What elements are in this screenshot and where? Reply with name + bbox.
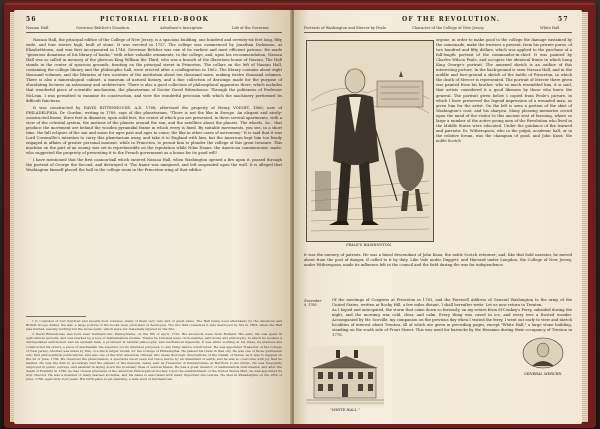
left-page [14, 10, 292, 424]
figure3-caption: GENERAL MERCER. [523, 372, 563, 376]
left-running-title: PICTORIAL FIELD-BOOK [100, 16, 210, 23]
paragraph: it was the nursery of patriots. He was a lineal descendant of John Knox, the noble Scotch reformer; and, like that bold narrator, he moved about from the post of danger, if called to it by duty. Like Vale under Daggett, and Harvard under Langdon, the College of New Jersey, under Witherspoon, made its influence felt in the council and the field during the war for independence. [304, 253, 572, 268]
right-subhead-2: Character of the College of New Jersey. [412, 26, 485, 30]
figure-white-hall [306, 346, 384, 406]
right-running-title: OF THE REVOLUTION. [402, 16, 501, 23]
left-header-rule [26, 32, 282, 33]
right-subhead-1: Portraits of Washington and Mercer by Peale. [304, 26, 388, 30]
right-mid-text [304, 253, 572, 293]
mercer-portrait-engraving [520, 336, 566, 370]
right-page [294, 10, 582, 424]
left-subhead-4: Life of the Governor. [232, 26, 270, 30]
right-header-rule [304, 32, 572, 33]
paragraph: Of the meetings of Congress at Princeton in 1783, and the Farewell Address of General Washington to the army of the United States, written at Rocky Hill, a few miles distant, I shall hereafter write. Let us now return to Trenton. As I hoped and anticipated, the storm that came down so furiously, on my return from M'Conkey's Ferry, subsided during the night, and the morning was cold, clear, and calm. Every thing was cased in ice, and every tree a frosted wonder. Accompanied by Mr. Scoville, my companion on the previous day when I visited the ferry, I went out early to view and sketch localities of interest about Trenton, all of which are given in preceding pages, except "White Hall," a large stone building, standing on the south side of Front Street. This was used for barracks by the Hessians during their occupancy of Trenton in 1776. [332, 298, 572, 338]
figure2-caption: "WHITE HALL." [330, 408, 360, 412]
left-subhead-3: Arbuthnot's Inscription. [160, 26, 204, 30]
left-body-text [26, 38, 282, 312]
paragraph: Nassau Hall, the principal edifice of the College of New Jersey, is a spacious building, one hundred and seventy-six feet long, fifty wide, and four stories high, built of stone. It was erected in 1757. The college was commenced by Jonathan Dickinson, at Elizabethtown, and was first incorporated in 1746. Governor Belcher was one of its earliest and most efficient patrons. He made "generous donations of his library of books," with other valuable ornaments, to the college; and, upon his recommendation, Nassau Hall was so called in memory of the glorious King William the Third, who was a branch of the illustrious house of Nassau. The Hall stands in the center of spacious grounds, fronting on the principal street in Princeton. The cellars on the left of Nassau Hall, containing the college library and the philosophic hall, were erected after a conflagration in 1802. The library contains about eight thousand volumes, and the libraries of two societies of the institution about ten thousand more, making twelve thousand volumes. There is also a mineralogical cabinet, a museum of natural history, and a fine collection of drawings made for the purpose of elucidating lectures on astronomy and architecture. There is also a good collection of philosophical apparatus there, which includes that wonderful piece of scientific mechanism, the planetarium of Doctor David Rittenhouse. Through the politeness of Professor McLean, I was permitted to examine its construction, and view the wonderful precision with which the machinery performed its difficult functions. [26, 38, 282, 103]
left-subhead-2: Governor Belcher's Donation. [76, 26, 131, 30]
right-subhead-3: White Hall. [540, 26, 561, 30]
figure-general-mercer [520, 336, 566, 370]
footnote: 2 David Rittenhouse was born near Germantown, Pennsylvania, on the 8th of April, 1732. His ancestors were from Holland. His early life was spent in agricultural pursuits, and was marked by a love of mathematical studies. Trades he followed were clock-making, astronomy and philosophy, in which he became a distinguished astronomer and an eminent man, a proficient in natural philosophy; and mechanical ingenuity. It was while working at his trade, he planned and constructed his orrery, a piece of mechanism the superior, for its intended purposes, to any thing before constructed. He was appointed Treasurer of the College of New Jersey. Another was made by him, of a much larger model, for the College of Philadelphia. He passed his trade in that city. He was one of those gentlemen who first philosophical publications; and was one of the first American citizens who made thorough observations of the transit of Venus, as it was to happen on the 3d of June, 1769. He observed the phenomenon, a spectacle never seen but twice before by an inhabitant of earth, and he was so overcome with joy that he fainted. He was the first to accurately find the planets of the heavens, being sent as Treasurer of Pennsylvania; at Hartford to his duties. He was frequently employed in public surveys, and assisted in laying down the boundary lines of several States. He was a great inventor of mathematical instruments; and after the death of Franklin in 1790, he was chosen president of the American Philosophical Society. Upon the establishment of the United States Mint, he was appointed its first director. He was a member of many learned societies, and his name is associated with many important discoveries. He died in Philadelphia on the 26th of June, 1796, aged sixty-four years. His birth-place is yet standing, a mile west of Germantown. [26, 332, 282, 382]
footnote: 1 It consisted of four hundred and seventy-four volumes, many of them very rare and of great value. The Hall being used alternately by the American and British troops during the war, a large portion of the books were purloined or destroyed. The fire that consumed it was destroyed by fire in 1802, when the Hall was burned, leaving nothing but the stone walls, which were not materially injured by the fire. [26, 319, 282, 332]
paragraph: orgone, in order to make good to the college the damage sustained by the cannonade, make the trustees a present, from his private purse, of two hundred and fifty dollars, which was applied to the purchase of a full-length portrait of the commander-in-chief. It was painted by Charles Wilson Peale, and occupies the identical frame in which hung King George's portrait. The annexed sketch is an outline of this interesting picture. In the back-ground is seen Nassau Hall, and in the middle and fore-ground a sketch of the battle of Princeton, in which the death of Mercer is represented. The portrait of Mercer there given was painted from his brother, who so much resembled him, it is said, that artists considered it a good likeness by those who knew the general. The portrait given below I copied from Peale's picture, in which I have preserved the legend impression of a wounded man, as given him for the artist. On the left is seen a portion of the skirt of Washington's coat, and his sharpen. Many pleasing memories crowd upon the mind of the visitor to this ancient seat of learning, where so large a number of the active young men of the Revolution who lived in the Middle States were educated. Under the guidance of the learned and patriotic Dr. Witherspoon, who in the pulpit, academic hall, or in the relative forum, was the champion of good, and John Knox, the noble Scotch [436, 38, 572, 143]
margin-date-note: November 9, 1780. [304, 299, 322, 308]
left-page-number: 56 [26, 16, 37, 23]
figure1-caption: PEALE'S WASHINGTON. [346, 243, 392, 247]
paragraph: I have mentioned that the first cannon-ball which entered Nassau Hall, when Washington opened a fire upon it, passed through the portrait of George the Second, and destroyed it. The frame was uninjured, and left suspended upon the wall. It is alleged that Washington himself placed the ball in the college room in the Princeton wing of that edifice. [26, 158, 282, 173]
right-page-number: 57 [558, 16, 569, 23]
right-top-text [436, 38, 572, 250]
left-footnotes [26, 319, 282, 419]
footnote-rule [26, 316, 86, 317]
cover-edge-highlight [6, 3, 594, 5]
white-hall-engraving [306, 346, 384, 406]
left-subhead-1: Nassau Hall. [26, 26, 50, 30]
washington-portrait-engraving [307, 41, 433, 241]
figure-peales-washington [306, 40, 434, 242]
paragraph: It was constructed by DAVID RITTENHOUSE, A.D. 1768; afterward the property of Henry VOIGHT, 1806; now of PHILADELPHIA. Dr. Gordon, writing in 1789, says of this planetarium, "There is not the like in Europe. An elegant and nicely-constructed frame, three feet in diameter, upon solid feet; the center of which you are presented, in three several apartments, with a view of the celestial system, the motions of the planets around the sun, and the satellites about the planets. The wheels, &c., that produce the movement are behind the wooden pyramidal frame in which every is fixed. By suitable movements, you see, in a short time, the full eclipses of the sun and moon for ages past and ages to come; the like in other cases of astronomy." It is said that it was Lord Cornwallis's intention to carry this planetarium away, and take it to England with him; but the American kept him too busily engaged in affairs of greater personal moment, while in Princeton, to permit him to plunder the college of this great treasure. This machine on the part of an enemy was set in reprehensible on the reputation while Nilas Deane, the American commissioner, made, who suggested the propriety of presenting it to the French government as a bonus for its good will! [26, 105, 282, 156]
right-page-edges [582, 12, 588, 422]
